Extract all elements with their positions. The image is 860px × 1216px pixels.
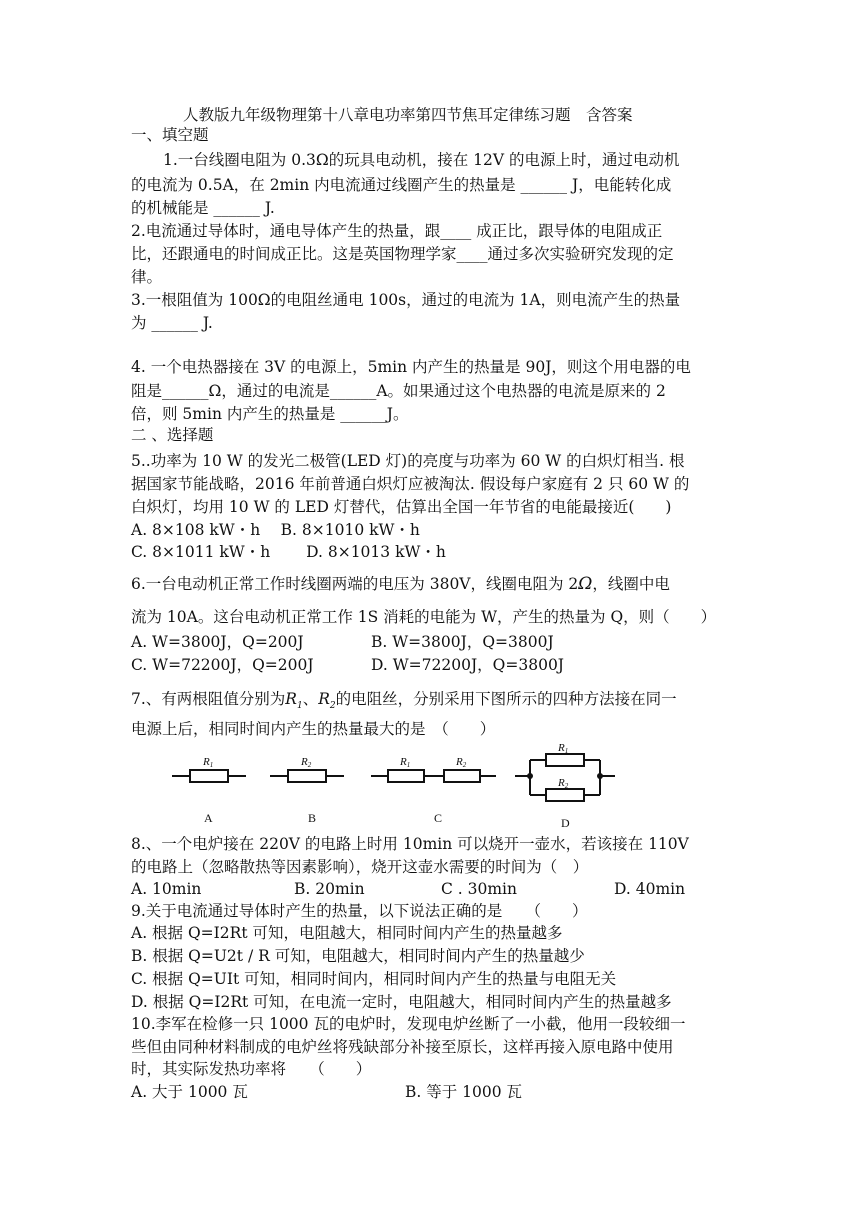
svg-text:R1	[557, 742, 568, 755]
svg-text:R2	[300, 756, 312, 769]
fig-a-sub: 1	[209, 761, 214, 769]
r2-subscript: 2	[329, 701, 336, 712]
fig-caption-c: C	[434, 811, 443, 825]
question-6-line-1	[131, 573, 670, 595]
fig-c-label-2: R	[456, 756, 463, 768]
section-heading-fill-in: 一、填空题	[131, 126, 209, 144]
question-4-line-2: 阻是______Ω，通过的电流是______A。如果通过这个电热器的电流是原来的 2	[131, 382, 666, 400]
fig-c-label-1: R	[400, 756, 407, 768]
question-3-line-2: 为 ______ J.	[131, 314, 213, 332]
question-5-line-2: 据国家节能战略，2016 年前普通白炽灯应被淘汰. 假设每户家庭有 2 只 60 W 的	[131, 475, 690, 493]
question-6-text-b: ，线圈中电	[592, 575, 670, 593]
question-6-option-b: B. W=3800J，Q=3800J	[371, 633, 554, 651]
question-8-option-c: C . 30min	[441, 880, 518, 898]
document-title: 人教版九年级物理第十八章电功率第四节焦耳定律练习题 含答案	[183, 106, 633, 124]
question-9-line-1: 9.关于电流通过导体时产生的热量，以下说法正确的是 （ ）	[131, 902, 588, 920]
svg-text:R1	[202, 756, 213, 769]
question-10-line-1: 10.李军在检修一只 1000 瓦的电炉时，发现电炉丝断了一小截，他用一段较细一	[131, 1015, 686, 1033]
circuit-a	[172, 770, 246, 782]
fig-caption-a: A	[204, 811, 213, 825]
fig-d-sub-2: 2	[564, 782, 569, 790]
question-10-option-a: A. 大于 1000 瓦	[131, 1083, 248, 1101]
svg-text:R2	[557, 777, 569, 790]
circuit-c	[371, 770, 496, 782]
question-9-option-a: A. 根据 Q=I2Rt 可知，电阻越大，相同时间内产生的热量越多	[131, 924, 563, 942]
question-9-option-c: C. 根据 Q=UIt 可知，相同时间内，相同时间内产生的热量与电阻无关	[131, 970, 617, 988]
fig-b-sub: 2	[307, 761, 312, 769]
r2-letter: R	[318, 690, 330, 708]
question-4-line-1: 4. 一个电热器接在 3V 的电源上，5min 内产生的热量是 90J，则这个用电器的电	[131, 358, 691, 376]
r2-symbol	[318, 690, 336, 712]
r1-symbol	[285, 690, 303, 712]
question-1-line-3: 的机械能是 ______ J.	[131, 199, 275, 217]
question-9-option-b: B. 根据 Q=U2t / R 可知，电阻越大，相同时间内产生的热量越少	[131, 947, 585, 965]
question-4-line-3: 倍，则 5min 内产生的热量是 ______J。	[131, 405, 409, 423]
junction-dot-right	[597, 773, 603, 779]
fig-d-sub-1: 1	[564, 747, 569, 755]
question-3-line-1: 3.一根阻值为 100Ω的电阻丝通电 100s，通过的电流为 1A，则电流产生的热量	[131, 291, 681, 309]
question-10-option-b: B. 等于 1000 瓦	[405, 1083, 523, 1101]
question-5-options-ab: A. 8×108 kW・h B. 8×1010 kW・h	[131, 521, 420, 539]
question-8-line-1: 8.、一个电炉接在 220V 的电路上时用 10min 可以烧开一壶水，若该接在 110V	[131, 835, 689, 853]
question-7-text-a: 7.、有两根阻值分别为	[131, 690, 286, 708]
fig-b-label: R	[301, 756, 308, 768]
question-8-line-2: 的电路上（忽略散热等因素影响），烧开这壶水需要的时间为（ ）	[131, 858, 589, 876]
question-9-option-d: D. 根据 Q=I2Rt 可知，在电流一定时，电阻越大，相同时间内产生的热量越多	[131, 993, 672, 1011]
question-1-line-1: 1.一台线圈电阻为 0.3Ω的玩具电动机，接在 12V 的电源上时，通过电动机	[163, 151, 680, 169]
fig-a-label: R	[203, 756, 210, 768]
fig-d-label-1: R	[558, 742, 565, 754]
question-2-line-2: 比，还跟通电的时间成正比。这是英国物理学家____通过多次实验研究发现的定	[131, 245, 674, 263]
fig-caption-d: D	[561, 816, 570, 830]
section-heading-choice: 二 、选择题	[131, 426, 214, 444]
question-5-line-1: 5..功率为 10 W 的发光二极管(LED 灯)的亮度与功率为 60 W 的白炽灯相当. 根	[131, 452, 685, 470]
question-6-line-2: 流为 10A。这台电动机正常工作 1S 消耗的电能为 W，产生的热量为 Q，则（ ）	[131, 608, 717, 626]
question-6-text-a: 6.一台电动机正常工作时线圈两端的电压为 380V，线圈电阻为 2	[131, 575, 579, 593]
question-10-line-3: 时，其实际发热功率将 （ ）	[131, 1060, 372, 1078]
fig-d-label-2: R	[558, 777, 565, 789]
question-10-line-2: 些但由同种材料制成的电炉丝将残缺部分补接至原长，这样再接入原电路中使用	[131, 1038, 674, 1056]
r1-letter: R	[285, 690, 297, 708]
fig-caption-b: B	[308, 811, 317, 825]
ohm-symbol: Ω	[578, 574, 593, 594]
question-7-text-b: 的电阻丝，分别采用下图所示的四种方法接在同一	[335, 690, 677, 708]
junction-dot-left	[527, 773, 533, 779]
question-6-option-c: C. W=72200J，Q=200J	[131, 656, 314, 674]
question-2-line-3: 律。	[131, 268, 163, 286]
r1-subscript: 1	[296, 701, 303, 712]
svg-text:R2	[455, 756, 467, 769]
circuit-figure	[0, 740, 860, 840]
question-8-option-b: B. 20min	[294, 880, 365, 898]
circuit-b	[270, 770, 344, 782]
question-5-options-cd: C. 8×1011 kW・h D. 8×1013 kW・h	[131, 543, 446, 561]
question-6-option-a: A. W=3800J，Q=200J	[131, 633, 304, 651]
question-7-line-1	[131, 688, 677, 717]
question-5-line-3: 白炽灯，均用 10 W 的 LED 灯替代，估算出全国一年节省的电能最接近( )	[131, 498, 672, 516]
fig-c-sub-2: 2	[462, 761, 467, 769]
question-7-line-2: 电源上后，相同时间内产生的热量最大的是 （ ）	[131, 720, 496, 738]
symbol-separator: 、	[302, 690, 319, 708]
question-1-line-2: 的电流为 0.5A，在 2min 内电流通过线圈产生的热量是 ______ J，电能转化成	[131, 176, 672, 194]
question-2-line-1: 2.电流通过导体时，通电导体产生的热量，跟____ 成正比，跟导体的电阻成正	[131, 222, 663, 240]
svg-text:R1	[399, 756, 410, 769]
question-8-option-a: A. 10min	[131, 880, 202, 898]
question-8-option-d: D. 40min	[614, 880, 686, 898]
question-6-option-d: D. W=72200J，Q=3800J	[371, 656, 565, 674]
fig-c-sub-1: 1	[406, 761, 411, 769]
